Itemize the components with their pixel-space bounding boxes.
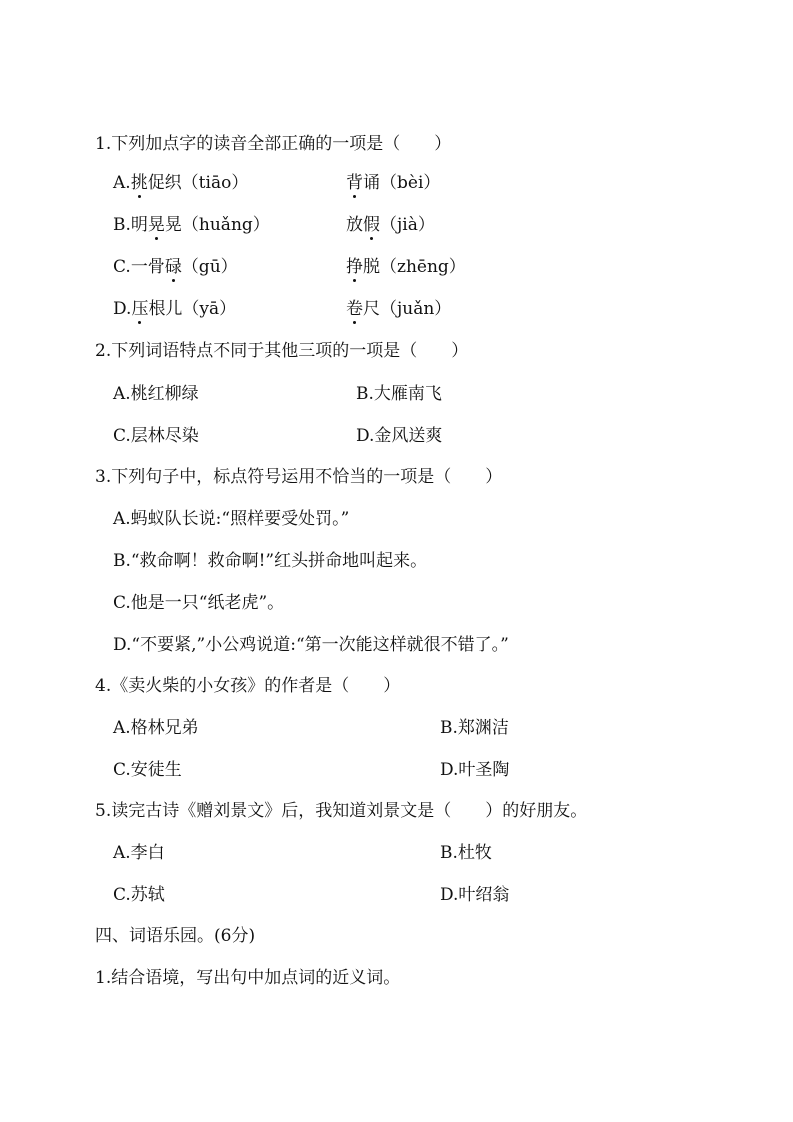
question-1-option-d-word2 [346, 298, 451, 320]
question-5-stem: 5.读完古诗《赠刘景文》后，我知道刘景文是（ ）的好朋友。 [95, 801, 588, 821]
question-1-option-d [113, 298, 236, 320]
question-4-stem: 4.《卖火柴的小女孩》的作者是（ ） [95, 676, 401, 696]
dotted-character: 挣 [346, 257, 363, 277]
question-5-option-c: C.苏轼 [113, 885, 165, 905]
question-3-option-c: C.他是一只“纸老虎”。 [113, 593, 285, 613]
question-2-option-c: C.层林尽染 [113, 426, 199, 446]
dotted-character: 碌 [164, 257, 182, 277]
option-text: （gū） [181, 257, 238, 277]
question-3-option-a: A.蚂蚁队长说:“照样要受处罚。” [113, 509, 350, 529]
dotted-character: 晃 [147, 215, 165, 235]
option-text: 明 [130, 215, 148, 235]
question-5-option-a: A.李白 [113, 843, 165, 863]
question-5-option-d: D.叶绍翁 [440, 885, 510, 905]
question-4-option-c: C.安徒生 [113, 760, 182, 780]
section-item-1: 1.结合语境，写出句中加点词的近义词。 [95, 968, 401, 988]
question-3-option-b: B.“救命啊！救命啊!”红头拼命地叫起来。 [113, 551, 428, 571]
question-4-option-a: A.格林兄弟 [113, 718, 199, 738]
question-4-option-d: D.叶圣陶 [440, 760, 510, 780]
question-5-option-b: B.杜牧 [440, 843, 492, 863]
question-1-option-b [113, 214, 270, 236]
question-1-option-a [113, 172, 248, 194]
option-letter: B. [113, 215, 131, 235]
dotted-character: 挑 [130, 173, 148, 193]
question-1-option-c-word2 [346, 256, 466, 278]
option-text: 一骨 [130, 257, 165, 277]
question-1-stem: 1.下列加点字的读音全部正确的一项是（ ） [95, 134, 452, 154]
option-letter: C. [113, 257, 131, 277]
question-2-option-d: D.金风送爽 [356, 426, 443, 446]
dotted-character: 卷 [346, 299, 363, 319]
option-text: 放 [346, 215, 363, 235]
option-text: 晃（huǎng） [164, 215, 270, 235]
option-text: 根儿（yā） [148, 299, 237, 319]
question-1-option-c [113, 256, 238, 278]
option-letter: A. [113, 173, 131, 193]
dotted-character: 背 [346, 173, 363, 193]
option-text: （jià） [380, 215, 435, 235]
option-text: 促织（tiāo） [147, 173, 249, 193]
option-text: 尺（juǎn） [363, 299, 452, 319]
option-text: 诵（bèi） [363, 173, 441, 193]
question-2-option-b: B.大雁南飞 [356, 384, 442, 404]
dotted-character: 压 [131, 299, 149, 319]
option-text: 脱（zhēng） [363, 257, 466, 277]
dotted-character: 假 [363, 215, 380, 235]
option-letter: D. [113, 299, 132, 319]
question-2-option-a: A.桃红柳绿 [113, 384, 199, 404]
section-heading: 四、词语乐园。(6分) [95, 926, 256, 946]
question-3-option-d: D.“不要紧,”小公鸡说道:“第一次能这样就很不错了。” [113, 635, 509, 655]
question-4-option-b: B.郑渊洁 [440, 718, 509, 738]
question-3-stem: 3.下列句子中，标点符号运用不恰当的一项是（ ） [95, 467, 503, 487]
question-2-stem: 2.下列词语特点不同于其他三项的一项是（ ） [95, 341, 469, 361]
question-1-option-a-word2 [346, 172, 440, 194]
question-1-option-b-word2 [346, 214, 435, 236]
